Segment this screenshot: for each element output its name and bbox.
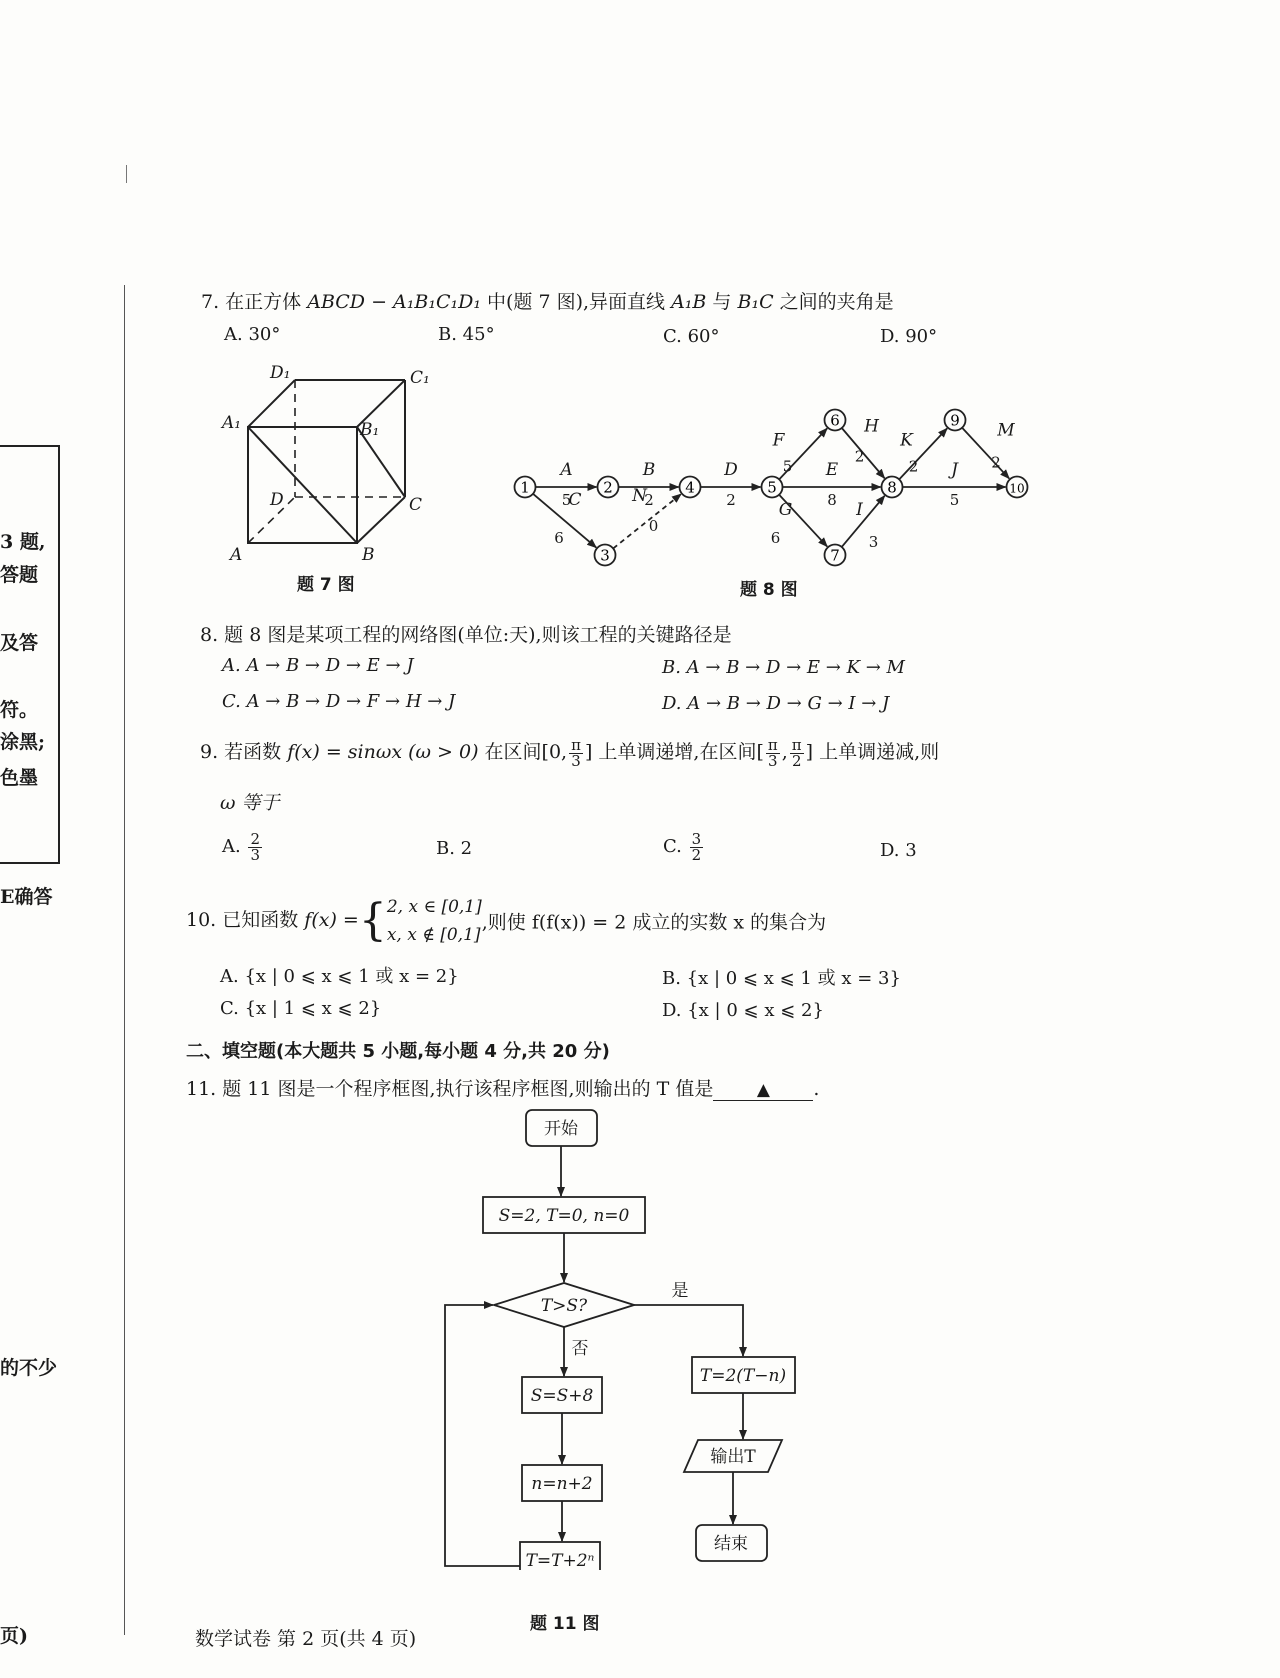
network-edge-label-N: N [632, 486, 647, 506]
section-2-heading: 二、填空题(本大题共 5 小题,每小题 4 分,共 20 分) [186, 1041, 610, 1062]
vertex-label-d: D [270, 490, 284, 510]
margin-text-2: 答题 [0, 564, 39, 586]
network-figure [500, 395, 1040, 575]
vertex-label-a1: A₁ [222, 413, 242, 433]
margin-tick [126, 165, 127, 183]
vertex-label-b1: B₁ [360, 420, 380, 440]
q10-option-c: C. {x | 1 ⩽ x ⩽ 2} [220, 998, 382, 1019]
q10-option-a: A. {x | 0 ⩽ x ⩽ 1 或 x = 2} [220, 966, 459, 987]
network-node-label-5: 5 [767, 478, 777, 497]
margin-text-1: 3 题, [0, 531, 46, 553]
network-edge-days-M: 2 [991, 453, 1001, 472]
q8-figure-caption: 题 8 图 [740, 580, 798, 600]
network-node-label-10: 10 [1009, 481, 1025, 496]
vertex-label-b: B [362, 545, 375, 565]
network-edge-label-A: A [560, 460, 573, 480]
network-node-label-1: 1 [520, 478, 530, 497]
network-edge-label-J: J [951, 460, 958, 480]
cube-diag-a1b [248, 427, 357, 543]
frac-pi-3: $\frac{\pi}{3}$ [571, 735, 581, 770]
cube-figure [220, 360, 450, 580]
cube-edge-bc [357, 497, 405, 543]
network-edge-days-J: 5 [949, 491, 960, 509]
flow-t-update-label: T=T+2ⁿ [525, 1551, 595, 1570]
margin-text-9: 页) [0, 1625, 28, 1647]
network-edge-label-M: M [997, 420, 1015, 441]
q9-stem-line2: ω 等于 [220, 792, 280, 814]
network-edge-days-G: 6 [770, 529, 781, 547]
q8-option-a: A. A → B → D → E → J [222, 655, 414, 676]
q9-option-d: D. 3 [880, 840, 917, 861]
margin-text-6: 色墨 [0, 767, 39, 789]
flow-end-label: 结束 [714, 1534, 748, 1554]
margin-text-4: 符。 [0, 699, 39, 721]
network-edge-days-N: 0 [648, 517, 659, 535]
vertex-label-c: C [409, 495, 423, 515]
flow-yes-label: 是 [671, 1281, 689, 1301]
network-edge-label-B: B [642, 460, 656, 480]
flow-cond-label: T>S? [540, 1296, 588, 1316]
q7-option-d: D. 90° [880, 326, 938, 347]
flow-s-update-label: S=S+8 [530, 1386, 594, 1406]
q9-option-a: A. $\frac{2}{3}$ [222, 829, 260, 864]
q7-option-a: A. 30° [224, 324, 281, 345]
network-node-label-6: 6 [830, 411, 840, 430]
q11-stem: 11. 题 11 图是一个程序框图,执行该程序框图,则输出的 T 值是 ▲ . [186, 1078, 820, 1100]
q8-option-d: D. A → B → D → G → I → J [662, 693, 890, 714]
q10-piecewise: 2, x ∈ [0,1] x, x ∉ [0,1] [386, 897, 482, 945]
network-edge-days-A: 5 [561, 491, 572, 509]
q10-option-d: D. {x | 0 ⩽ x ⩽ 2} [662, 1000, 824, 1021]
margin-divider [124, 285, 125, 1635]
q7-stem: 7. 在正方体 ABCD − A₁B₁C₁D₁ 中(题 7 图),异面直线 A₁B 与 B₁C 之间的夹角是 [201, 291, 894, 313]
network-edge-label-I: I [856, 500, 863, 520]
network-node-label-8: 8 [887, 478, 897, 497]
q10-stem: 10. 已知函数 f(x) ={ 2, x ∈ [0,1] x, x ∉ [0,1] ,则使 f(f(x)) = 2 成立的实数 x 的集合为 [186, 893, 826, 949]
network-node-label-2: 2 [603, 478, 613, 497]
network-edge-label-C: C [568, 490, 582, 510]
cube-edge-a1d1 [248, 380, 295, 427]
flow-n-update-label: n=n+2 [531, 1474, 593, 1494]
flow-start-label: 开始 [544, 1119, 578, 1139]
margin-text-8: 的不少 [0, 1357, 58, 1379]
network-edge-days-E: 8 [827, 491, 837, 509]
margin-text-3: 及答 [0, 632, 39, 654]
flowchart [430, 1100, 830, 1570]
q9-option-b: B. 2 [436, 838, 473, 859]
vertex-label-c1: C₁ [410, 368, 430, 388]
network-edge-days-H: 2 [854, 447, 865, 466]
q10-option-b: B. {x | 0 ⩽ x ⩽ 1 或 x = 3} [662, 968, 901, 989]
network-edge-days-F: 5 [782, 457, 793, 476]
q8-stem: 8. 题 8 图是某项工程的网络图(单位:天),则该工程的关键路径是 [200, 624, 732, 646]
network-node-label-4: 4 [685, 478, 695, 497]
q9-stem: 9. 若函数 f(x) = sinωx (ω > 0) 在区间[0, $\frac{\pi}{3}$ ] 上单调递增,在区间[ $\frac{\pi}{3}$ , $\frac{\pi}{2}$ ] 上单调递减,则 [200, 735, 940, 770]
network-edge-days-I: 3 [868, 533, 879, 551]
answer-blank: ▲ [713, 1080, 813, 1101]
network-edge-label-E: E [825, 460, 839, 480]
vertex-label-d1: D₁ [270, 363, 291, 383]
frac-pi-2: $\frac{\pi}{2}$ [791, 735, 802, 770]
network-edge-label-K: K [900, 430, 913, 451]
flow-t-final-label: T=2(T−n) [699, 1366, 787, 1386]
vertex-label-a: A [230, 545, 243, 565]
network-edge-days-B: 2 [644, 491, 654, 509]
q7-figure-caption: 题 7 图 [297, 575, 355, 595]
q9-option-c: C. $\frac{3}{2}$ [663, 829, 702, 864]
network-edge-days-C: 6 [554, 529, 564, 547]
network-edge-label-D: D [724, 460, 738, 480]
flow-init-label: S=2, T=0, n=0 [498, 1206, 630, 1226]
q8-option-c: C. A → B → D → F → H → J [222, 691, 456, 712]
network-edge-days-K: 2 [908, 457, 919, 476]
network-edge-days-D: 2 [726, 491, 736, 509]
q7-option-b: B. 45° [438, 324, 495, 345]
network-node-label-7: 7 [830, 546, 840, 565]
network-edge-label-H: H [864, 416, 879, 437]
network-node-label-9: 9 [950, 411, 960, 430]
margin-text-7: E确答 [0, 886, 53, 908]
frac-pi-3-b: $\frac{\pi}{3}$ [767, 735, 778, 770]
network-edge-label-G: G [778, 500, 793, 520]
q8-option-b: B. A → B → D → E → K → M [662, 657, 905, 678]
q7-option-c: C. 60° [663, 326, 720, 347]
flow-no-label: 否 [571, 1339, 589, 1359]
margin-text-5: 涂黑; [0, 731, 46, 753]
network-node-label-3: 3 [600, 546, 610, 565]
network-edge-label-F: F [772, 430, 785, 451]
page-footer: 数学试卷 第 2 页(共 4 页) [195, 1628, 417, 1650]
q11-figure-caption: 题 11 图 [530, 1614, 600, 1634]
flow-output-label: 输出T [710, 1447, 756, 1467]
